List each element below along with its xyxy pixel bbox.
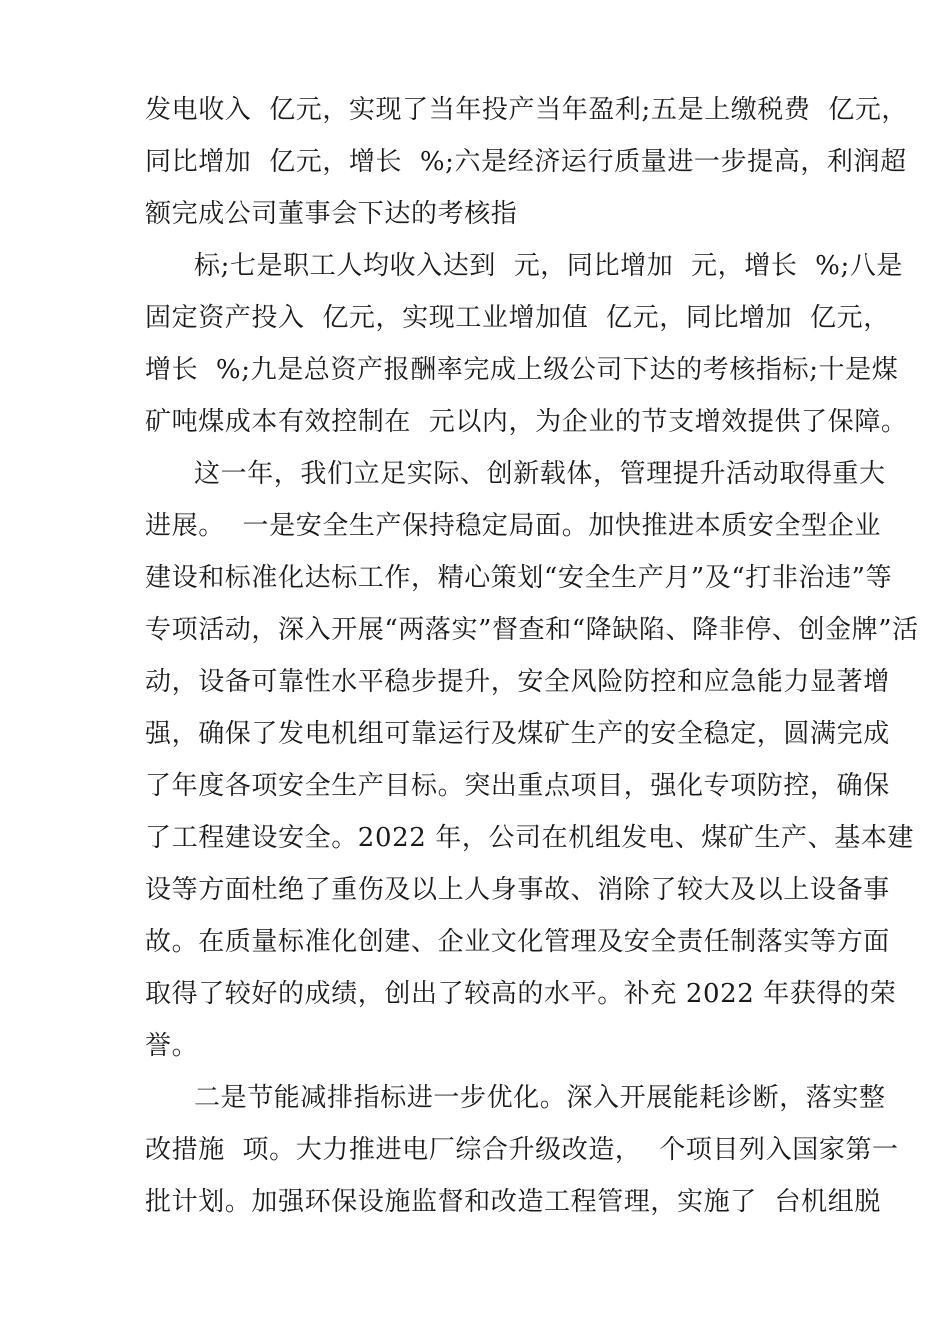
text-line: 改措施 项。大力推进电厂综合升级改造， 个项目列入国家第一 xyxy=(145,1135,899,1165)
text-line: 同比增加 亿元，增长 %;六是经济运行质量进一步提高，利润超 xyxy=(145,147,907,177)
text-line: 增长 %;九是总资产报酬率完成上级公司下达的考核指标;十是煤 xyxy=(145,355,899,385)
text-line: 了年度各项安全生产目标。突出重点项目，强化专项防控，确保 xyxy=(145,771,890,801)
text-line: 誉。 xyxy=(145,1031,199,1061)
text-line: 这一年，我们立足实际、创新载体，管理提升活动取得重大 xyxy=(194,459,886,489)
text-line: 批计划。加强环保设施监督和改造工程管理，实施了 台机组脱 xyxy=(145,1187,881,1217)
text-line: 强，确保了发电机组可靠运行及煤矿生产的安全稳定，圆满完成 xyxy=(145,719,890,749)
text-line: 取得了较好的成绩，创出了较高的水平。补充 2022 年获得的荣 xyxy=(145,979,897,1009)
text-line: 二是节能减排指标进一步优化。深入开展能耗诊断，落实整 xyxy=(194,1083,886,1113)
text-line: 设等方面杜绝了重伤及以上人身事故、消除了较大及以上设备事 xyxy=(145,875,890,905)
text-line: 进展。 一是安全生产保持稳定局面。加快推进本质安全型企业 xyxy=(145,511,881,541)
text-line: 建设和标准化达标工作，精心策划“安全生产月”及“打非治违”等 xyxy=(145,563,893,593)
text-line: 专项活动，深入开展“两落实”督查和“降缺陷、降非停、创金牌”活 xyxy=(145,615,919,645)
text-line: 额完成公司董事会下达的考核指 xyxy=(145,199,518,229)
text-line: 发电收入 亿元，实现了当年投产当年盈利;五是上缴税费 亿元， xyxy=(145,95,909,125)
text-line: 故。在质量标准化创建、企业文化管理及安全责任制落实等方面 xyxy=(145,927,890,957)
text-line: 了工程建设安全。2022 年，公司在机组发电、煤矿生产、基本建 xyxy=(145,823,915,853)
text-line: 矿吨煤成本有效控制在 元以内，为企业的节支增效提供了保障。 xyxy=(145,407,908,437)
text-line: 固定资产投入 亿元，实现工业增加值 亿元，同比增加 亿元， xyxy=(145,303,890,333)
text-line: 动，设备可靠性水平稳步提升，安全风险防控和应急能力显著增 xyxy=(145,667,890,697)
text-line: 标;七是职工人均收入达到 元，同比增加 元，增长 %;八是 xyxy=(194,251,904,281)
